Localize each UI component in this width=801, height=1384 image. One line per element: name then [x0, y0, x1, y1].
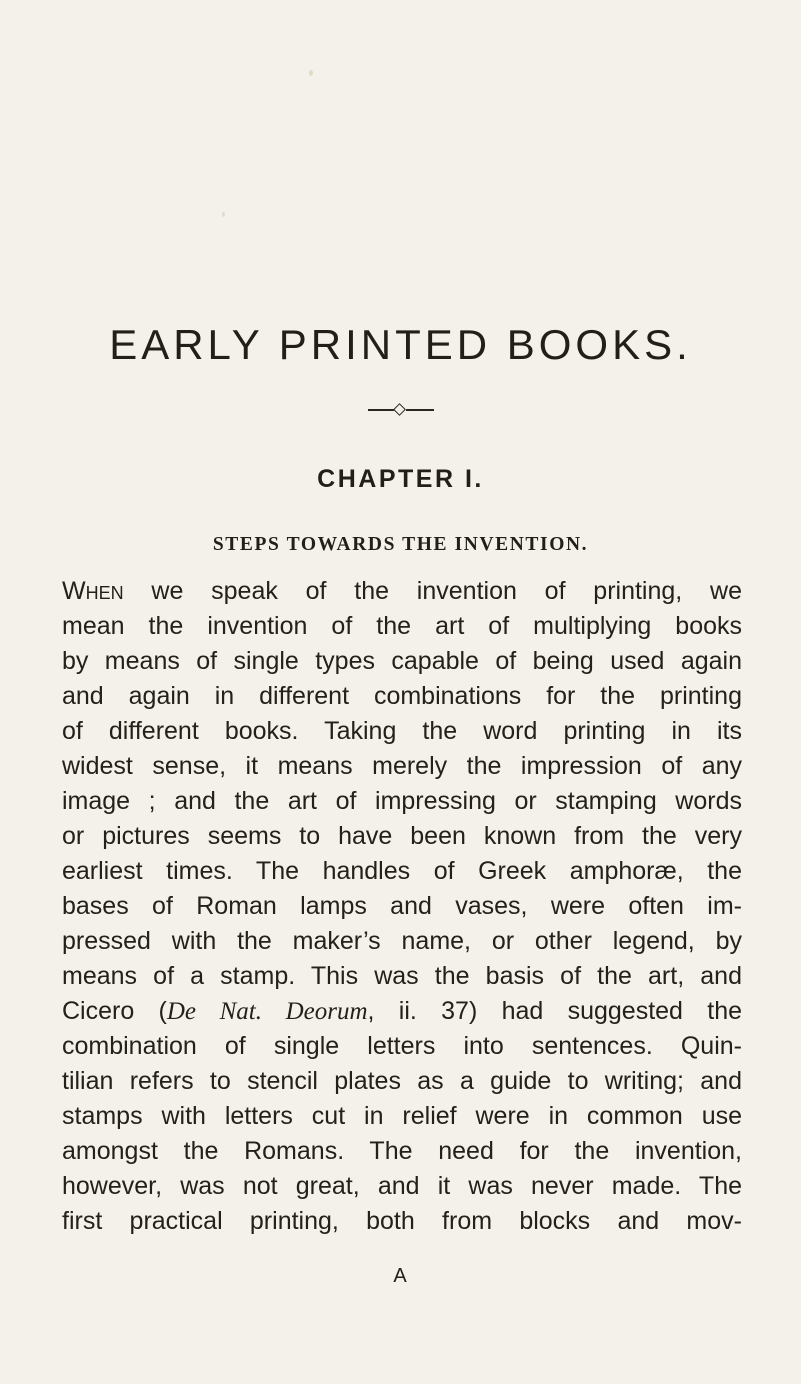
text-line — [62, 574, 742, 609]
text-fragment: , ii. 37) had suggested the — [367, 997, 742, 1025]
text-line: tilian refers to stencil plates as a guide to writing; and — [62, 1067, 742, 1095]
text-line: means of a stamp. This was the basis of the art, and — [62, 962, 742, 990]
foxing-spot — [222, 212, 225, 217]
text-line: widest sense, it means merely the impression of any — [62, 752, 742, 780]
text-line: combination of single letters into sentences. Quin- — [62, 1032, 742, 1060]
lead-word: When — [62, 577, 124, 605]
text-fragment: Cicero ( — [62, 997, 167, 1025]
section-title: STEPS TOWARDS THE INVENTION. — [212, 534, 589, 555]
text-line: amongst the Romans. The need for the invention, — [62, 1137, 742, 1165]
text-line: or pictures seems to have been known from the very — [62, 822, 742, 850]
text-line: however, was not great, and it was never made. The — [62, 1172, 742, 1200]
text-line: first practical printing, both from blocks and mov- — [62, 1207, 742, 1235]
text-line: of different books. Taking the word printing in its — [62, 717, 742, 745]
text-line: stamps with letters cut in relief were in common use — [62, 1102, 742, 1130]
book-title: EARLY PRINTED BOOKS. — [109, 321, 692, 368]
text-line: mean the invention of the art of multiplying books — [62, 612, 742, 640]
signature-mark: A — [393, 1265, 408, 1287]
text-fragment: we speak of the invention of printing, we — [123, 577, 742, 605]
text-line: by means of single types capable of being used again — [62, 647, 742, 675]
ornament-rule-right — [406, 409, 434, 411]
text-line: and again in different combinations for the printing — [62, 682, 742, 710]
ornament-rule-left — [368, 409, 394, 411]
body-paragraph — [62, 574, 742, 1239]
italic-citation: De Nat. Deorum — [166, 998, 368, 1025]
diamond-icon — [393, 403, 406, 416]
title-ornament — [368, 404, 434, 416]
text-line: earliest times. The handles of Greek amphoræ, the — [62, 857, 742, 885]
chapter-label: CHAPTER I. — [317, 465, 484, 493]
text-line: pressed with the maker’s name, or other legend, by — [62, 927, 742, 955]
text-line: bases of Roman lamps and vases, were often im- — [62, 892, 742, 920]
text-line — [62, 994, 742, 1029]
foxing-spot — [309, 70, 313, 76]
text-line: image ; and the art of impressing or stamping words — [62, 787, 742, 815]
